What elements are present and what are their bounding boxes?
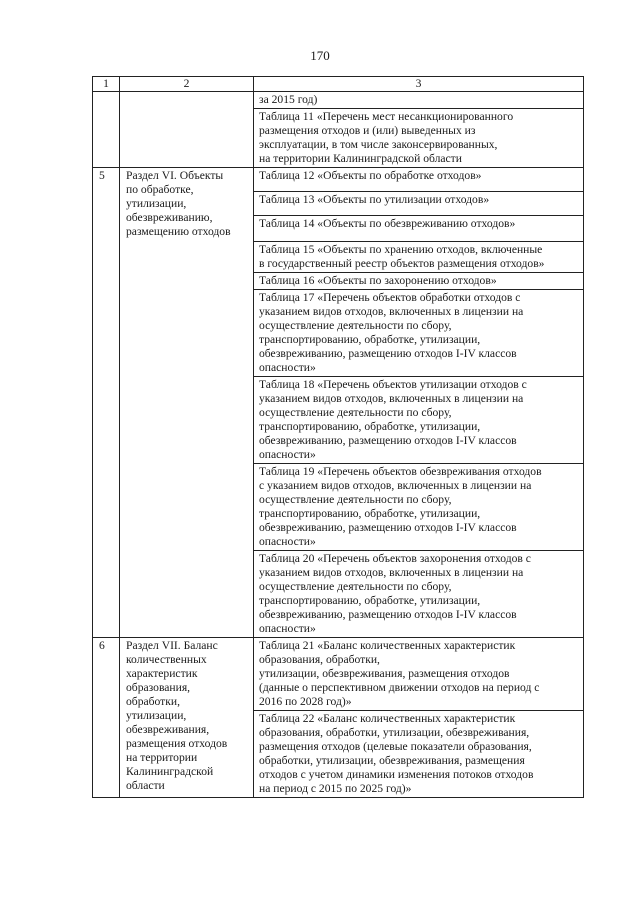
table-entry: Таблица 17 «Перечень объектов обработки отходов с указанием видов отходов, включенных в лицензии на осуществление деятельности по сбору, транспортированию, обработке, утилизации, обезвреживанию, размещению отходов I-IV классов опасности» bbox=[254, 290, 584, 377]
table-entry: Таблица 16 «Объекты по захоронению отходов» bbox=[254, 273, 584, 290]
row-number bbox=[93, 92, 120, 168]
page-number: 170 bbox=[310, 48, 330, 63]
section-title bbox=[120, 92, 254, 168]
column-header: 3 bbox=[254, 77, 584, 92]
table-entry: Таблица 18 «Перечень объектов утилизации отходов с указанием видов отходов, включенных в лицензии на осуществление деятельности по сбору, транспортированию, обработке, утилизации, обезвреживанию, размещению отходов I-IV классов опасности» bbox=[254, 377, 584, 464]
table-entry: Таблица 12 «Объекты по обработке отходов» bbox=[254, 168, 584, 192]
table-entry: Таблица 22 «Баланс количественных характеристик образования, обработки, утилизации, обезвреживания, размещения отходов (целевые показатели образования, обработки, утилизации, обезвреживания, размещения отходов с учетом динамики изменения потоков отходов на период с 2015 по 2025 год)» bbox=[254, 711, 584, 798]
table-entry: Таблица 21 «Баланс количественных характеристик образования, обработки, утилизации, обезвреживания, размещения отходов (данные о перспективном движении отходов на период с 2016 по 2028 год)» bbox=[254, 638, 584, 711]
table-entry: Таблица 13 «Объекты по утилизации отходов» bbox=[254, 192, 584, 216]
column-header: 2 bbox=[120, 77, 254, 92]
table-header-row bbox=[93, 77, 584, 92]
table-row bbox=[93, 92, 584, 109]
table-entry: Таблица 14 «Объекты по обезвреживанию отходов» bbox=[254, 216, 584, 242]
row-number: 5 bbox=[93, 168, 120, 638]
table-entry: Таблица 15 «Объекты по хранению отходов, включенные в государственный реестр объектов размещения отходов» bbox=[254, 242, 584, 273]
table-entry: Таблица 11 «Перечень мест несанкционированного размещения отходов и (или) выведенных из эксплуатации, в том числе законсервированных, на территории Калининградской области bbox=[254, 109, 584, 168]
table-row bbox=[93, 638, 584, 711]
section-title: Раздел VII. Баланс количественных характеристик образования, обработки, утилизации, обезвреживания, размещения отходов на территории Калининградской области bbox=[120, 638, 254, 798]
table-entry: Таблица 20 «Перечень объектов захоронения отходов с указанием видов отходов, включенных в лицензии на осуществление деятельности по сбору, транспортированию, обработке, утилизации, обезвреживанию, размещению отходов I-IV классов опасности» bbox=[254, 551, 584, 638]
table-entry: Таблица 19 «Перечень объектов обезвреживания отходов с указанием видов отходов, включенных в лицензии на осуществление деятельности по сбору, транспортированию, обработке, утилизации, обезвреживанию, размещению отходов I-IV классов опасности» bbox=[254, 464, 584, 551]
document-table bbox=[92, 76, 584, 798]
table-entry: за 2015 год) bbox=[254, 92, 584, 109]
row-number: 6 bbox=[93, 638, 120, 798]
table-row bbox=[93, 168, 584, 192]
column-header: 1 bbox=[93, 77, 120, 92]
section-title: Раздел VI. Объекты по обработке, утилизации, обезвреживанию, размещению отходов bbox=[120, 168, 254, 638]
